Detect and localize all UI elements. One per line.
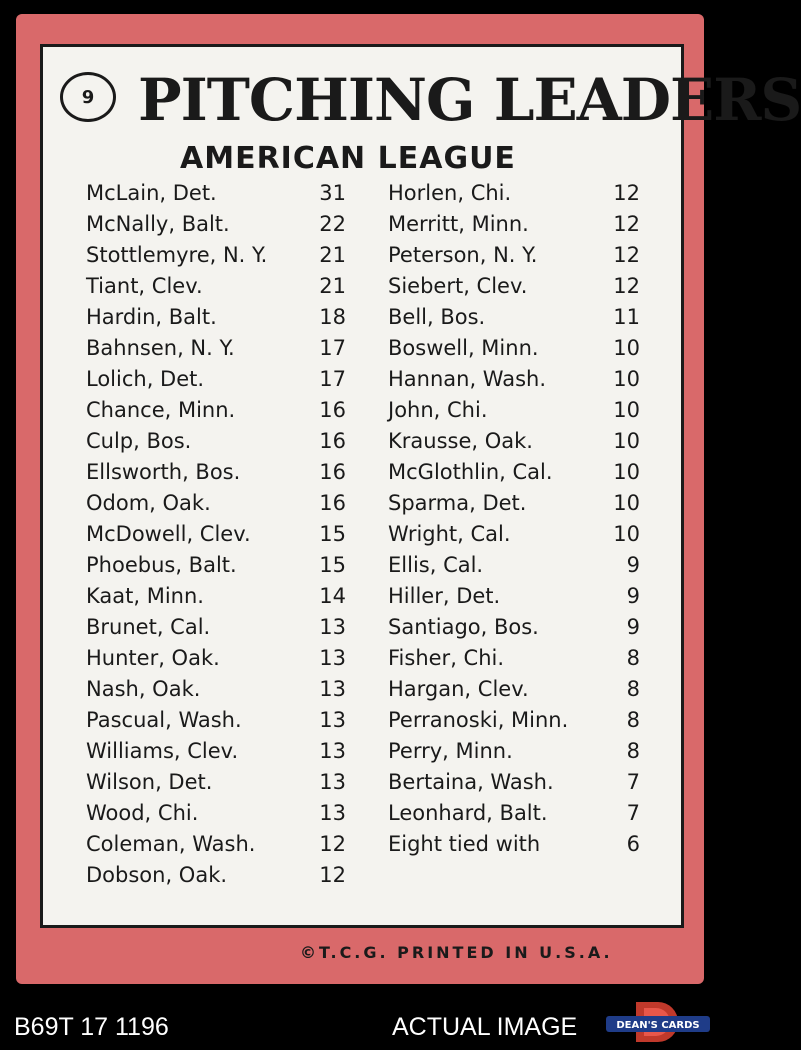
leader-row: [388, 488, 652, 519]
leader-row: [86, 860, 350, 891]
card-title: PITCHING LEADERS: [138, 66, 801, 134]
leader-row: [86, 178, 350, 209]
left-leaders-column: [86, 178, 350, 891]
pitcher-name: Eight tied with: [388, 832, 541, 856]
pitcher-name: Horlen, Chi.: [388, 181, 512, 205]
pitcher-name: Sparma, Det.: [388, 491, 527, 515]
win-total: 10: [613, 429, 640, 453]
win-total: 21: [319, 243, 346, 267]
leader-row: [388, 519, 652, 550]
leader-row: [86, 767, 350, 798]
win-total: 8: [626, 677, 640, 701]
win-total: 22: [319, 212, 346, 236]
pitcher-name: Stottlemyre, N. Y.: [86, 243, 268, 267]
pitcher-name: McGlothlin, Cal.: [388, 460, 553, 484]
win-total: 10: [613, 522, 640, 546]
leader-row: [388, 178, 652, 209]
leader-row: [86, 829, 350, 860]
win-total: 13: [319, 770, 346, 794]
pitcher-name: Krausse, Oak.: [388, 429, 533, 453]
win-total: 13: [319, 708, 346, 732]
leader-row: [86, 271, 350, 302]
pitcher-name: Odom, Oak.: [86, 491, 211, 515]
pitcher-name: McLain, Det.: [86, 181, 217, 205]
pitcher-name: Phoebus, Balt.: [86, 553, 237, 577]
leader-row: [86, 240, 350, 271]
win-total: 16: [319, 491, 346, 515]
leader-row: [388, 705, 652, 736]
copyright-line: ©T.C.G. PRINTED IN U.S.A.: [300, 943, 613, 962]
leader-row: [86, 426, 350, 457]
leader-row: [86, 395, 350, 426]
leader-row: [388, 302, 652, 333]
pitcher-name: Hargan, Clev.: [388, 677, 529, 701]
leader-row: [86, 302, 350, 333]
pitcher-name: Tiant, Clev.: [86, 274, 203, 298]
deans-cards-logo: [606, 1000, 710, 1046]
pitcher-name: Bertaina, Wash.: [388, 770, 554, 794]
pitcher-name: Wood, Chi.: [86, 801, 199, 825]
pitcher-name: John, Chi.: [388, 398, 488, 422]
pitcher-name: Hannan, Wash.: [388, 367, 547, 391]
leader-row: [388, 240, 652, 271]
win-total: 8: [626, 646, 640, 670]
pitcher-name: Santiago, Bos.: [388, 615, 539, 639]
leader-row: [86, 519, 350, 550]
win-total: 18: [319, 305, 346, 329]
pitcher-name: Ellis, Cal.: [388, 553, 484, 577]
leader-row: [86, 612, 350, 643]
win-total: 12: [613, 212, 640, 236]
leader-row: [86, 674, 350, 705]
logo-text: DEAN'S CARDS: [616, 1020, 700, 1031]
actual-image-label: ACTUAL IMAGE: [392, 1013, 578, 1041]
win-total: 13: [319, 646, 346, 670]
win-total: 7: [626, 801, 640, 825]
pitcher-name: Chance, Minn.: [86, 398, 236, 422]
win-total: 10: [613, 491, 640, 515]
win-total: 10: [613, 398, 640, 422]
leader-row: [388, 798, 652, 829]
inventory-code: B69T 17 1196: [14, 1013, 169, 1041]
win-total: 15: [319, 522, 346, 546]
leader-row: [388, 550, 652, 581]
pitcher-name: Coleman, Wash.: [86, 832, 256, 856]
leader-row: [388, 395, 652, 426]
win-total: 13: [319, 615, 346, 639]
pitcher-name: Peterson, N. Y.: [388, 243, 538, 267]
win-total: 12: [319, 832, 346, 856]
leader-row: [86, 488, 350, 519]
win-total: 12: [613, 274, 640, 298]
win-total: 13: [319, 677, 346, 701]
win-total: 8: [626, 708, 640, 732]
pitcher-name: Williams, Clev.: [86, 739, 239, 763]
pitcher-name: Pascual, Wash.: [86, 708, 242, 732]
leader-row: [388, 829, 652, 860]
leader-row: [388, 581, 652, 612]
win-total: 12: [613, 243, 640, 267]
leader-row: [388, 767, 652, 798]
leader-row: [86, 550, 350, 581]
pitcher-name: McDowell, Clev.: [86, 522, 251, 546]
pitcher-name: Fisher, Chi.: [388, 646, 505, 670]
win-total: 16: [319, 460, 346, 484]
pitcher-name: Dobson, Oak.: [86, 863, 228, 887]
pitcher-name: Bahnsen, N. Y.: [86, 336, 235, 360]
pitcher-name: Ellsworth, Bos.: [86, 460, 241, 484]
leader-row: [388, 209, 652, 240]
win-total: 12: [613, 181, 640, 205]
pitcher-name: Perry, Minn.: [388, 739, 513, 763]
pitcher-name: Leonhard, Balt.: [388, 801, 548, 825]
win-total: 9: [626, 615, 640, 639]
card-number: 9: [81, 86, 95, 108]
leader-row: [86, 705, 350, 736]
pitcher-name: Bell, Bos.: [388, 305, 486, 329]
win-total: 9: [626, 584, 640, 608]
pitcher-name: Brunet, Cal.: [86, 615, 211, 639]
pitcher-name: Lolich, Det.: [86, 367, 205, 391]
win-total: 14: [319, 584, 346, 608]
win-total: 7: [626, 770, 640, 794]
leader-row: [388, 426, 652, 457]
leader-row: [86, 457, 350, 488]
leader-row: [86, 736, 350, 767]
win-total: 31: [319, 181, 346, 205]
leader-row: [86, 643, 350, 674]
pitcher-name: Perranoski, Minn.: [388, 708, 569, 732]
pitcher-name: McNally, Balt.: [86, 212, 230, 236]
card-number-badge: [60, 72, 116, 122]
leader-row: [388, 736, 652, 767]
win-total: 10: [613, 367, 640, 391]
pitcher-name: Hiller, Det.: [388, 584, 501, 608]
win-total: 12: [319, 863, 346, 887]
leader-row: [86, 581, 350, 612]
leader-row: [388, 643, 652, 674]
pitcher-name: Nash, Oak.: [86, 677, 201, 701]
right-leaders-column: [388, 178, 652, 860]
win-total: 10: [613, 460, 640, 484]
win-total: 17: [319, 336, 346, 360]
pitcher-name: Wilson, Det.: [86, 770, 213, 794]
leader-row: [86, 364, 350, 395]
win-total: 10: [613, 336, 640, 360]
win-total: 17: [319, 367, 346, 391]
pitcher-name: Hunter, Oak.: [86, 646, 220, 670]
pitcher-name: Siebert, Clev.: [388, 274, 528, 298]
pitcher-name: Wright, Cal.: [388, 522, 511, 546]
leader-row: [388, 271, 652, 302]
leader-row: [388, 457, 652, 488]
win-total: 15: [319, 553, 346, 577]
win-total: 6: [626, 832, 640, 856]
pitcher-name: Hardin, Balt.: [86, 305, 217, 329]
leader-row: [388, 364, 652, 395]
pitcher-name: Boswell, Minn.: [388, 336, 539, 360]
leader-row: [388, 612, 652, 643]
pitcher-name: Kaat, Minn.: [86, 584, 204, 608]
leader-row: [388, 333, 652, 364]
win-total: 13: [319, 739, 346, 763]
win-total: 21: [319, 274, 346, 298]
win-total: 9: [626, 553, 640, 577]
leader-row: [388, 674, 652, 705]
win-total: 16: [319, 429, 346, 453]
win-total: 13: [319, 801, 346, 825]
pitcher-name: Culp, Bos.: [86, 429, 192, 453]
pitcher-name: Merritt, Minn.: [388, 212, 529, 236]
league-subtitle: AMERICAN LEAGUE: [180, 141, 516, 176]
leader-row: [86, 333, 350, 364]
win-total: 11: [613, 305, 640, 329]
win-total: 8: [626, 739, 640, 763]
win-total: 16: [319, 398, 346, 422]
leader-row: [86, 798, 350, 829]
leader-row: [86, 209, 350, 240]
